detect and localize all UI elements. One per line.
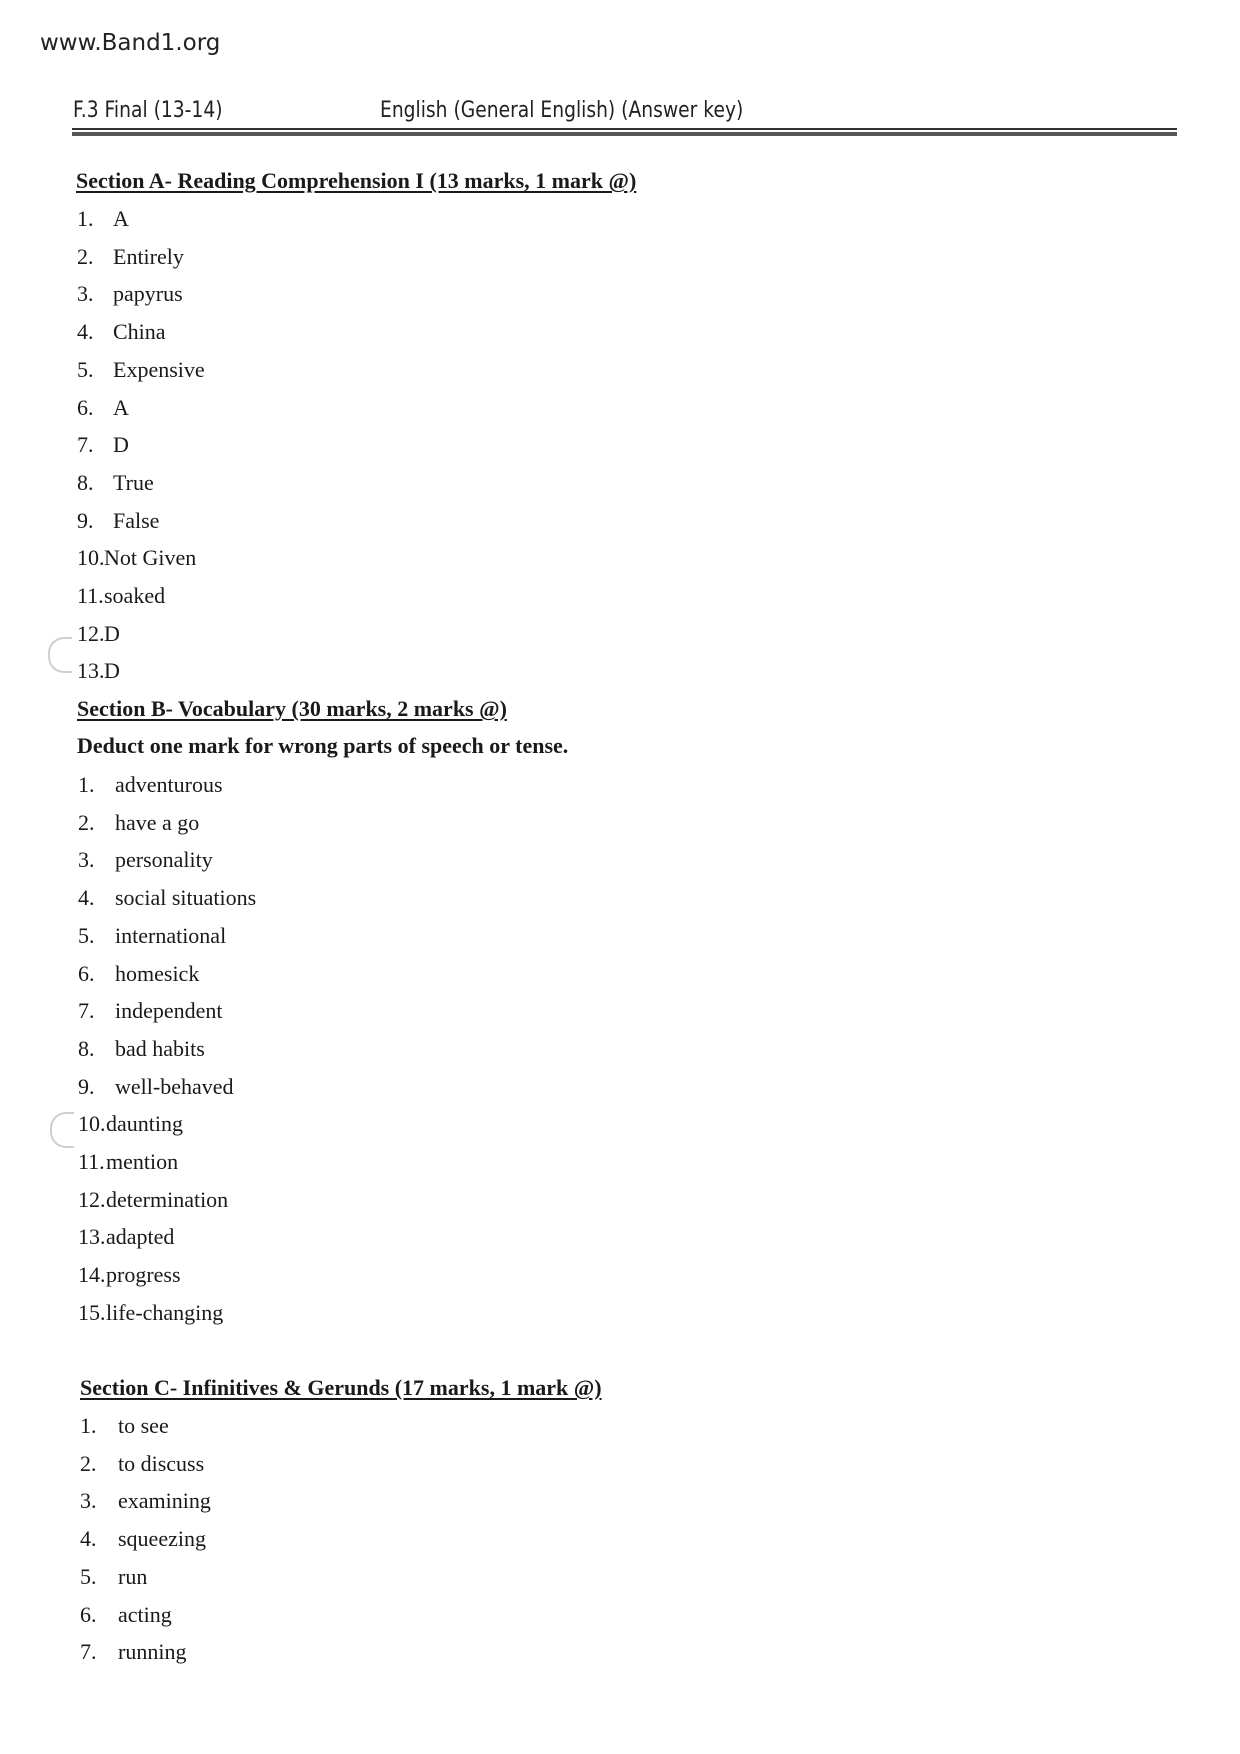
answer-item [77,356,205,383]
answer-number: 3. [78,847,95,873]
answer-number: 7. [78,998,95,1024]
answer-item [78,960,200,987]
answer-number: 13. [78,1224,106,1250]
answer-text: run [118,1563,148,1589]
section-b-title: Section B- Vocabulary (30 marks, 2 marks @) [77,696,507,721]
answer-text: examining [118,1488,211,1514]
answer-number: 1. [78,772,95,797]
answer-item [77,319,166,345]
answer-number: 6. [77,394,94,420]
answer-number: 6. [78,960,95,986]
answer-item [80,1488,211,1514]
answer-item [80,1563,148,1590]
answer-text: social situations [115,885,257,911]
answer-item [78,1149,179,1175]
answer-number: 7. [77,432,94,458]
answer-number: 10. [78,1111,106,1137]
answer-number: 9. [78,1073,95,1099]
answer-text: soaked [104,583,166,608]
answer-number: 14. [78,1262,106,1288]
answer-item [80,1526,206,1552]
answer-item [80,1413,169,1439]
answer-number: 4. [78,885,95,911]
answer-text: to discuss [118,1450,205,1476]
answer-item [78,998,223,1024]
answer-item [77,583,166,609]
answer-text: progress [106,1262,181,1288]
answer-text: China [113,319,166,345]
answer-number: 1. [80,1413,97,1438]
answer-text: running [118,1639,187,1665]
answer-item [77,545,197,571]
section-b-note: Deduct one mark for wrong parts of speech or tense. [77,733,569,758]
answer-text: well-behaved [115,1073,234,1099]
answer-text: have a go [115,809,200,835]
punch-hole-mark [48,637,72,673]
answer-item [80,1450,205,1477]
answer-text: D [113,432,129,458]
answer-item [77,281,183,307]
answer-text: daunting [106,1111,183,1137]
answer-number: 6. [80,1601,97,1627]
header-divider-thick [72,132,1177,136]
answer-number: 2. [77,243,94,269]
answer-text: independent [115,998,223,1024]
answer-item [78,809,200,836]
answer-number: 7. [80,1639,97,1665]
answer-number: 3. [77,281,94,307]
answer-number: 2. [78,809,95,835]
header-divider [72,128,1177,130]
answer-text: bad habits [115,1035,205,1061]
answer-item [77,432,129,458]
answer-text: acting [118,1601,172,1627]
answer-text: personality [115,847,213,873]
answer-text: papyrus [113,281,183,307]
answer-item [77,658,120,684]
answer-item [78,885,257,911]
answer-number: 13. [77,658,105,684]
answer-text: False [113,507,160,533]
answer-item [78,1224,175,1250]
answer-text: mention [106,1149,179,1174]
answer-item [80,1639,187,1665]
subject-title: English (General English) (Answer key) [380,98,744,123]
answer-item [78,1035,205,1062]
answer-item [78,847,213,873]
answer-number: 10. [77,545,105,571]
answer-text: determination [106,1186,229,1212]
punch-hole-mark [50,1112,74,1148]
site-watermark: www.Band1.org [40,30,221,56]
answer-text: adapted [106,1224,175,1250]
answer-text: squeezing [118,1526,206,1552]
answer-item [77,206,129,232]
answer-item [78,1186,229,1213]
answer-item [77,620,120,647]
answer-item [77,469,154,496]
answer-text: to see [118,1413,169,1438]
answer-item [78,1299,224,1326]
answer-text: international [115,922,227,948]
answer-item [77,507,160,534]
answer-text: D [104,658,120,684]
answer-text: A [113,206,129,231]
answer-text: homesick [115,960,200,986]
section-a-title: Section A- Reading Comprehension I (13 marks, 1 mark @) [76,168,637,193]
exam-title: F.3 Final (13-14) [73,98,223,123]
answer-number: 3. [80,1488,97,1514]
answer-item [78,1073,234,1100]
answer-text: Not Given [104,545,197,571]
answer-text: adventurous [115,772,223,797]
answer-item [78,772,223,798]
answer-number: 12. [78,1186,106,1212]
answer-item [78,1111,183,1137]
answer-text: True [113,469,154,495]
section-c-title: Section C- Infinitives & Gerunds (17 marks, 1 mark @) [80,1375,602,1400]
answer-item [77,243,184,270]
answer-number: 5. [80,1563,97,1589]
answer-number: 15. [78,1299,106,1325]
answer-item [78,1262,181,1288]
answer-number: 11. [77,583,104,608]
answer-number: 11. [78,1149,105,1174]
answer-text: D [104,620,120,646]
answer-number: 8. [77,469,94,495]
answer-number: 1. [77,206,94,231]
answer-number: 2. [80,1450,97,1476]
answer-number: 8. [78,1035,95,1061]
answer-number: 5. [77,356,94,382]
answer-text: life-changing [106,1299,224,1325]
answer-number: 4. [80,1526,97,1552]
answer-number: 5. [78,922,95,948]
answer-item [78,922,227,949]
answer-number: 12. [77,620,105,646]
answer-number: 4. [77,319,94,345]
answer-text: Expensive [113,356,205,382]
answer-text: A [113,394,129,420]
answer-item [80,1601,172,1628]
answer-text: Entirely [113,243,184,269]
answer-item [77,394,129,421]
answer-number: 9. [77,507,94,533]
